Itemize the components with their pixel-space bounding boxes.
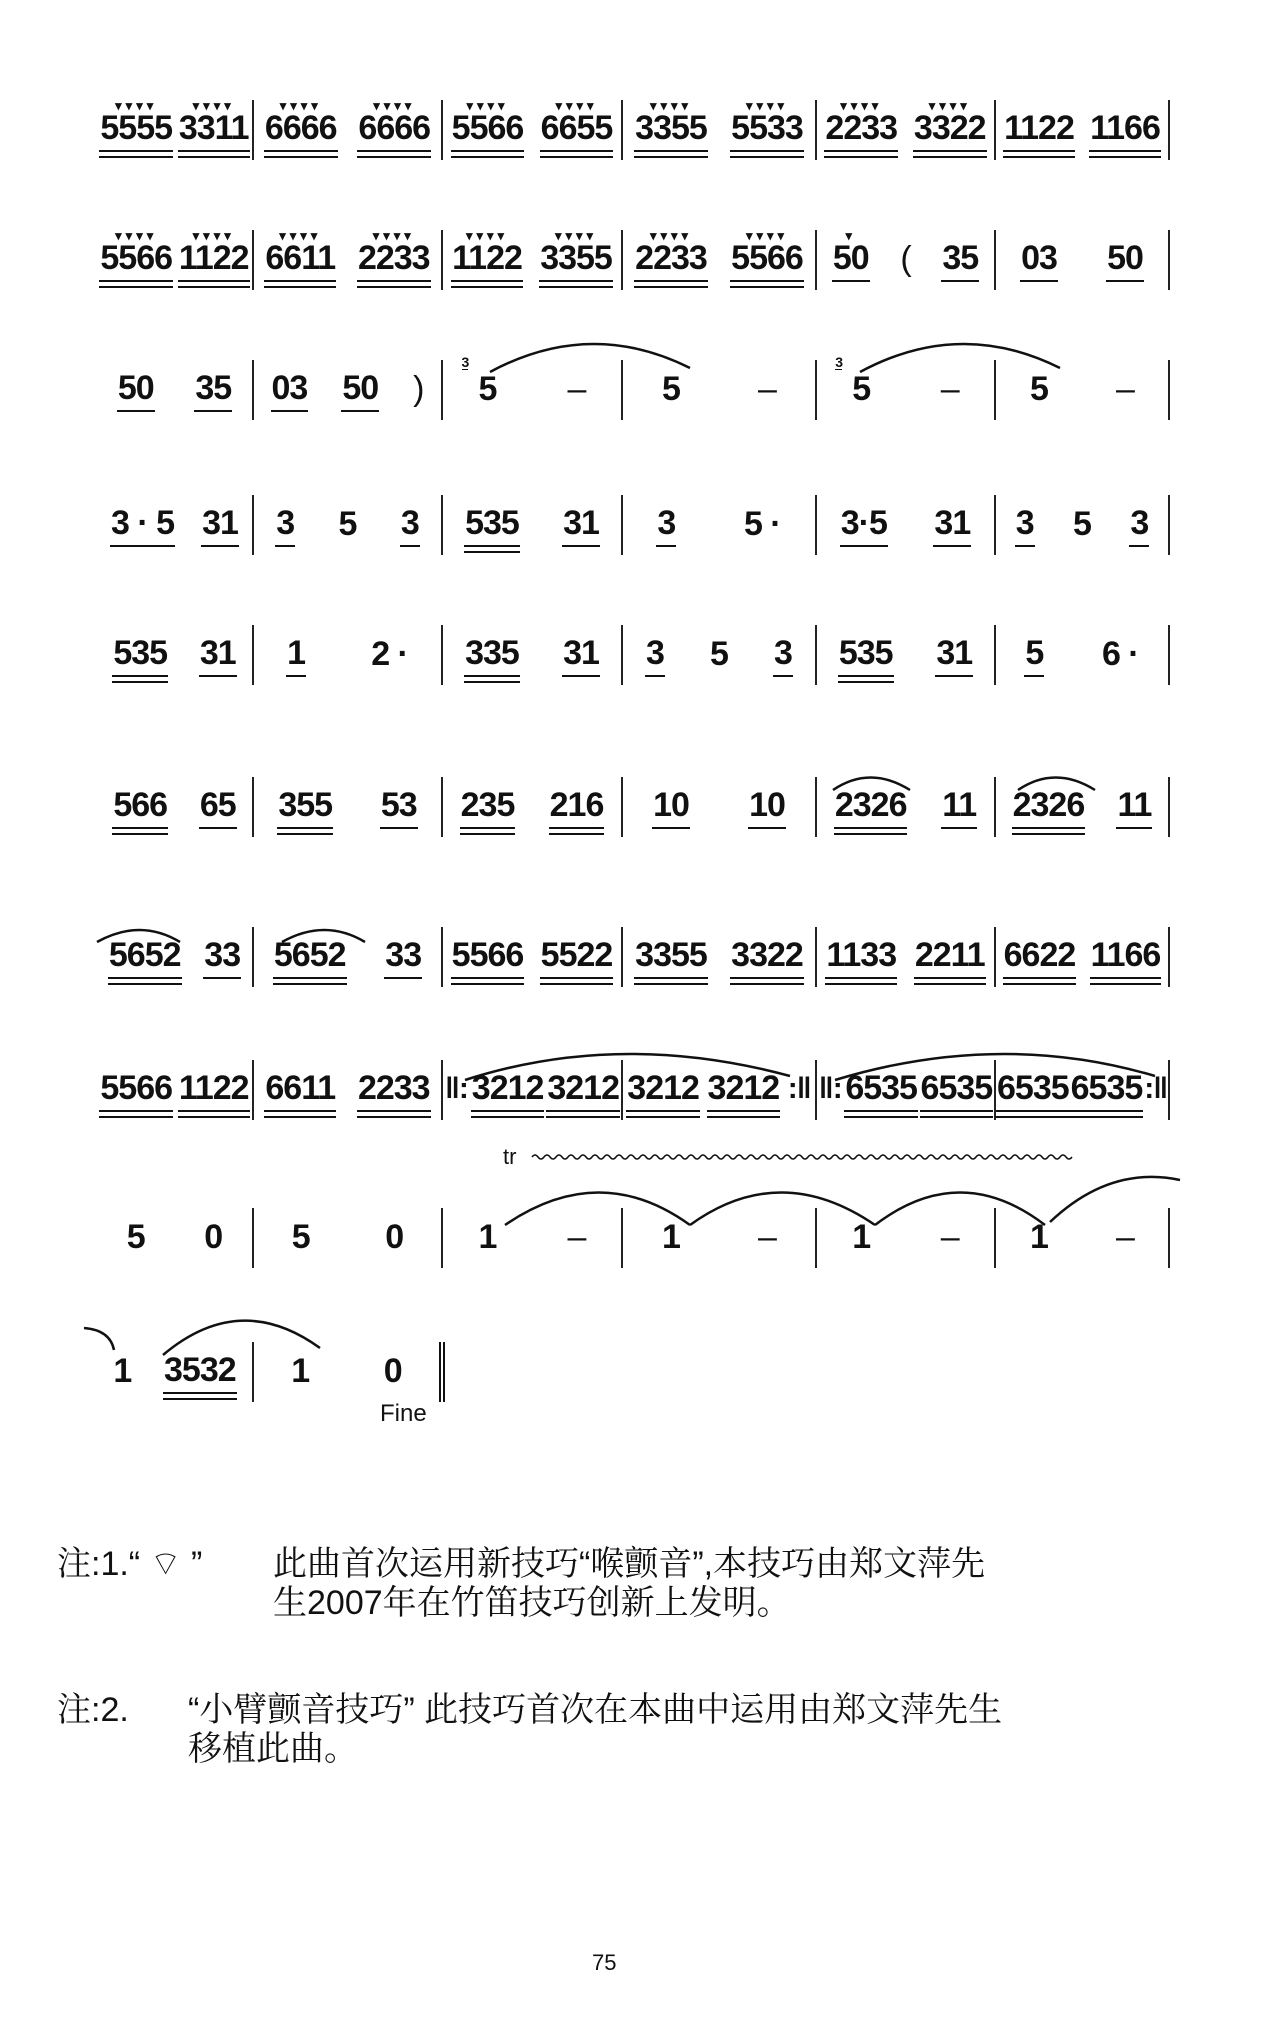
measure [443, 354, 623, 420]
note-group: 1166 [1089, 108, 1161, 152]
accent-marks: ▾▾▾▾ [649, 98, 693, 113]
measure [254, 1208, 443, 1268]
note-group: 1122 ▾▾▾▾ [178, 238, 250, 282]
grace-note: 3 [461, 354, 469, 370]
measure [97, 1342, 254, 1402]
measure [623, 1208, 817, 1268]
note-group: – [758, 1218, 776, 1256]
note-group: 1166 [1090, 935, 1162, 979]
accent-marks: ▾▾▾▾ [192, 98, 235, 113]
note-2-line2: 移植此曲。 [188, 1730, 358, 1768]
accent-marks: ▾▾▾▾ [554, 228, 598, 243]
note-group: 1 [852, 1218, 871, 1256]
note-group: 35 [194, 368, 232, 412]
note-group: 2326 [1012, 785, 1086, 829]
note-group: 3 [1129, 503, 1149, 547]
note-group: 5566 [451, 935, 525, 979]
note-group: 10 [652, 785, 690, 829]
note-group: 5 3 [835, 354, 871, 408]
score-row [0, 1208, 1272, 1268]
accent-marks: ▾▾▾▾ [840, 98, 883, 113]
note-group: 3355 [634, 935, 708, 979]
note-group: 5 [338, 505, 357, 543]
note-group: – [758, 370, 776, 408]
note-group: 31 [933, 503, 971, 547]
note-group: 5533 ▾▾▾▾ [730, 108, 804, 152]
measure [97, 1208, 254, 1268]
accent-marks: ▾▾▾▾ [279, 228, 322, 243]
note-group: 31 [935, 633, 973, 677]
measure [254, 495, 443, 555]
measure [996, 1060, 1170, 1120]
note-group: 3355 ▾▾▾▾ [539, 238, 613, 282]
note-group: 335 [464, 633, 520, 677]
note-group: 3212 [707, 1068, 781, 1112]
note-group: 566 [112, 785, 168, 829]
grace-note: 3 [835, 354, 843, 370]
score-row [0, 230, 1272, 290]
note-group: 6 · [1101, 635, 1139, 673]
score-row [0, 1342, 1272, 1402]
measure [996, 927, 1170, 987]
accent-marks: ▾▾▾▾ [466, 98, 509, 113]
measure [996, 360, 1170, 420]
accent-marks: ▾▾▾▾ [649, 228, 693, 243]
note-group: 31 [201, 503, 239, 547]
note-group: ‖: [818, 1072, 842, 1105]
note-group: 03 [1020, 238, 1058, 282]
note-group: 5 [1073, 505, 1091, 543]
note-group: 5 [662, 370, 680, 408]
measure [623, 360, 817, 420]
note-group: 65 [199, 785, 237, 829]
note-group: 6535 [996, 1068, 1070, 1112]
note-group: 3 [275, 503, 295, 547]
note-group: 3 [400, 503, 420, 547]
note-group: 2233 ▾▾▾▾ [634, 238, 708, 282]
note-group: 31 [562, 503, 600, 547]
accent-marks: ▾▾▾▾ [745, 228, 789, 243]
measure [817, 230, 996, 290]
note-group: 355 [277, 785, 333, 829]
note-group: 3355 ▾▾▾▾ [634, 108, 708, 152]
note-group: ‖: [444, 1072, 468, 1105]
note-group: 235 [460, 785, 516, 829]
note-group: 1 [286, 633, 306, 677]
measure [97, 1060, 254, 1120]
measure [254, 100, 443, 160]
accent-marks: ▾▾▾▾ [555, 98, 598, 113]
note-group: 5652 [273, 935, 347, 979]
accent-marks: ▾▾▾▾ [192, 228, 235, 243]
note-group: :‖ [1144, 1072, 1168, 1105]
measure [443, 495, 623, 555]
score-row [0, 927, 1272, 987]
measure [817, 1060, 996, 1120]
note-group: 6666 ▾▾▾▾ [264, 108, 338, 152]
measure [443, 230, 623, 290]
note-group: 5 3 [461, 354, 497, 408]
note-group: 0 [385, 1218, 404, 1256]
note-2-line1: “小臂颤音技巧” 此技巧首次在本曲中运用由郑文萍先生 [188, 1691, 1003, 1729]
score-row [0, 1060, 1272, 1120]
measure [443, 100, 623, 160]
note-group: 03 [271, 368, 309, 412]
note-group: 53 [380, 785, 418, 829]
note-group: 6535 [844, 1068, 918, 1112]
measure [97, 495, 254, 555]
note-group: 33 [203, 935, 241, 979]
note-group: – [1116, 1218, 1134, 1256]
measure [254, 360, 443, 420]
measure [254, 1060, 443, 1120]
note-1-prefix: 注:1.“ ⌔ ” [57, 1545, 203, 1583]
note-group: 5566 ▾▾▾▾ [99, 238, 173, 282]
note-group: :‖ [787, 1072, 811, 1105]
measure [97, 927, 254, 987]
measure [996, 777, 1170, 837]
note-group: 535 [838, 633, 894, 677]
measure [254, 625, 443, 685]
note-group: 5652 [108, 935, 182, 979]
note-1-line2: 生2007年在竹笛技巧创新上发明。 [273, 1584, 791, 1622]
note-group: 5 [126, 1218, 145, 1256]
note-group: 10 [748, 785, 786, 829]
note-group: 11 [941, 785, 977, 829]
accent-marks: ▾▾▾▾ [279, 98, 322, 113]
measure [817, 777, 996, 837]
page-number: 75 [592, 1950, 617, 1975]
measure [817, 1208, 996, 1268]
note-group: 3 [645, 633, 665, 677]
note-group: 3212 [471, 1068, 545, 1112]
measure [97, 100, 254, 160]
note-group: 3 [773, 633, 793, 677]
measure [97, 360, 254, 420]
measure [443, 1060, 623, 1120]
note-group: 2233 ▾▾▾▾ [357, 238, 431, 282]
note-group: 1 [113, 1352, 132, 1390]
note-group: 1122 [1003, 108, 1075, 152]
measure [254, 1342, 445, 1402]
note-group: 2233 ▾▾▾▾ [824, 108, 898, 152]
score-row [0, 495, 1272, 555]
measure [97, 625, 254, 685]
note-group: 5522 [540, 935, 614, 979]
measure [996, 100, 1170, 160]
fine-label: Fine [380, 1400, 427, 1427]
measure [443, 927, 623, 987]
measure [623, 777, 817, 837]
note-group: 535 [464, 503, 520, 547]
measure [254, 927, 443, 987]
note-group: 2211 [914, 935, 986, 979]
measure [817, 354, 996, 420]
measure [996, 1208, 1170, 1268]
note-group: 3212 [626, 1068, 700, 1112]
measure [254, 230, 443, 290]
measure [97, 777, 254, 837]
score-row [0, 777, 1272, 837]
measure [443, 1208, 623, 1268]
measure [817, 100, 996, 160]
score-row [0, 625, 1272, 685]
note-group: 3322 ▾▾▾▾ [913, 108, 987, 152]
note-group: 2233 [357, 1068, 431, 1112]
note-group: ) [413, 370, 424, 408]
note-group: 5566 ▾▾▾▾ [730, 238, 804, 282]
note-2-prefix: 注:2. [57, 1691, 129, 1729]
note-group: 2326 [834, 785, 908, 829]
note-group: 5 · [743, 505, 781, 543]
note-group: 1133 [825, 935, 897, 979]
note-group: 6622 [1003, 935, 1077, 979]
note-group: – [940, 370, 959, 408]
note-group: 6535 [1070, 1068, 1144, 1112]
score-row [0, 100, 1272, 160]
note-group: 6666 ▾▾▾▾ [357, 108, 431, 152]
trill-line [532, 1155, 1072, 1159]
measure [254, 777, 443, 837]
note-group: 5 [291, 1218, 310, 1256]
note-group: 50 [1106, 238, 1144, 282]
note-group: 35 [941, 238, 979, 282]
note-group: 3532 [163, 1350, 237, 1394]
note-group: 1122 ▾▾▾▾ [451, 238, 523, 282]
trill-mark: tr [503, 1144, 517, 1169]
note-group: 50 [117, 368, 155, 412]
note-group: 33 [384, 935, 422, 979]
note-group: 535 [112, 633, 168, 677]
accent-marks: ▾▾▾▾ [373, 98, 416, 113]
note-group: ( [900, 240, 911, 278]
measure [996, 230, 1170, 290]
note-group: 2 · [371, 635, 408, 673]
note-group: 3 [656, 503, 676, 547]
note-group: 11 [1116, 785, 1152, 829]
note-group: – [1116, 370, 1134, 408]
note-group: – [567, 370, 586, 408]
note-group: 6655 ▾▾▾▾ [540, 108, 614, 152]
accent-marks: ▾▾▾▾ [115, 228, 158, 243]
accent-marks: ▾▾▾▾ [928, 98, 971, 113]
accent-marks: ▾ [845, 228, 856, 243]
score-row [0, 354, 1272, 420]
note-1-line1: 此曲首次运用新技巧“喉颤音”,本技巧由郑文萍先 [273, 1545, 986, 1583]
note-group: 5 [1024, 633, 1044, 677]
measure [817, 495, 996, 555]
accent-marks: ▾▾▾▾ [115, 98, 158, 113]
note-group: 31 [562, 633, 600, 677]
note-group: 5566 [99, 1068, 173, 1112]
measure [623, 495, 817, 555]
note-group: 1 [291, 1352, 310, 1390]
note-group: 6611 ▾▾▾▾ [264, 238, 336, 282]
note-group: 31 [199, 633, 237, 677]
note-group: 6611 [264, 1068, 336, 1112]
note-group: 0 [204, 1218, 223, 1256]
accent-marks: ▾▾▾▾ [465, 228, 509, 243]
note-group: 5555 ▾▾▾▾ [99, 108, 173, 152]
measure [623, 100, 817, 160]
note-group: 3·5 [840, 503, 888, 547]
note-group: 3311 ▾▾▾▾ [178, 108, 250, 152]
note-group: 3212 [546, 1068, 620, 1112]
note-group: 50 [341, 368, 379, 412]
measure [817, 927, 996, 987]
measure [996, 495, 1170, 555]
measure [623, 625, 817, 685]
note-group: – [567, 1218, 586, 1256]
note-group: 3 · 5 [110, 503, 175, 547]
measure [623, 230, 817, 290]
note-group: 6535 [920, 1068, 994, 1112]
accent-marks: ▾▾▾▾ [745, 98, 789, 113]
note-group: 50 ▾ [832, 238, 870, 282]
note-group: 1 [1030, 1218, 1048, 1256]
note-group: 216 [549, 785, 605, 829]
note-group: 5566 ▾▾▾▾ [451, 108, 525, 152]
measure [623, 927, 817, 987]
note-group: 5 [1030, 370, 1048, 408]
measure [817, 625, 996, 685]
note-group: 5 [710, 635, 728, 673]
note-group: 1122 [178, 1068, 250, 1112]
measure [623, 1060, 817, 1120]
measure [996, 625, 1170, 685]
measure [443, 777, 623, 837]
measure [97, 230, 254, 290]
note-group: 0 [383, 1352, 402, 1390]
note-group: 3322 [730, 935, 804, 979]
measure [443, 625, 623, 685]
note-group: 3 [1015, 503, 1035, 547]
note-group: 1 [662, 1218, 680, 1256]
note-group: – [940, 1218, 959, 1256]
note-group: 1 [478, 1218, 497, 1256]
accent-marks: ▾▾▾▾ [372, 228, 415, 243]
